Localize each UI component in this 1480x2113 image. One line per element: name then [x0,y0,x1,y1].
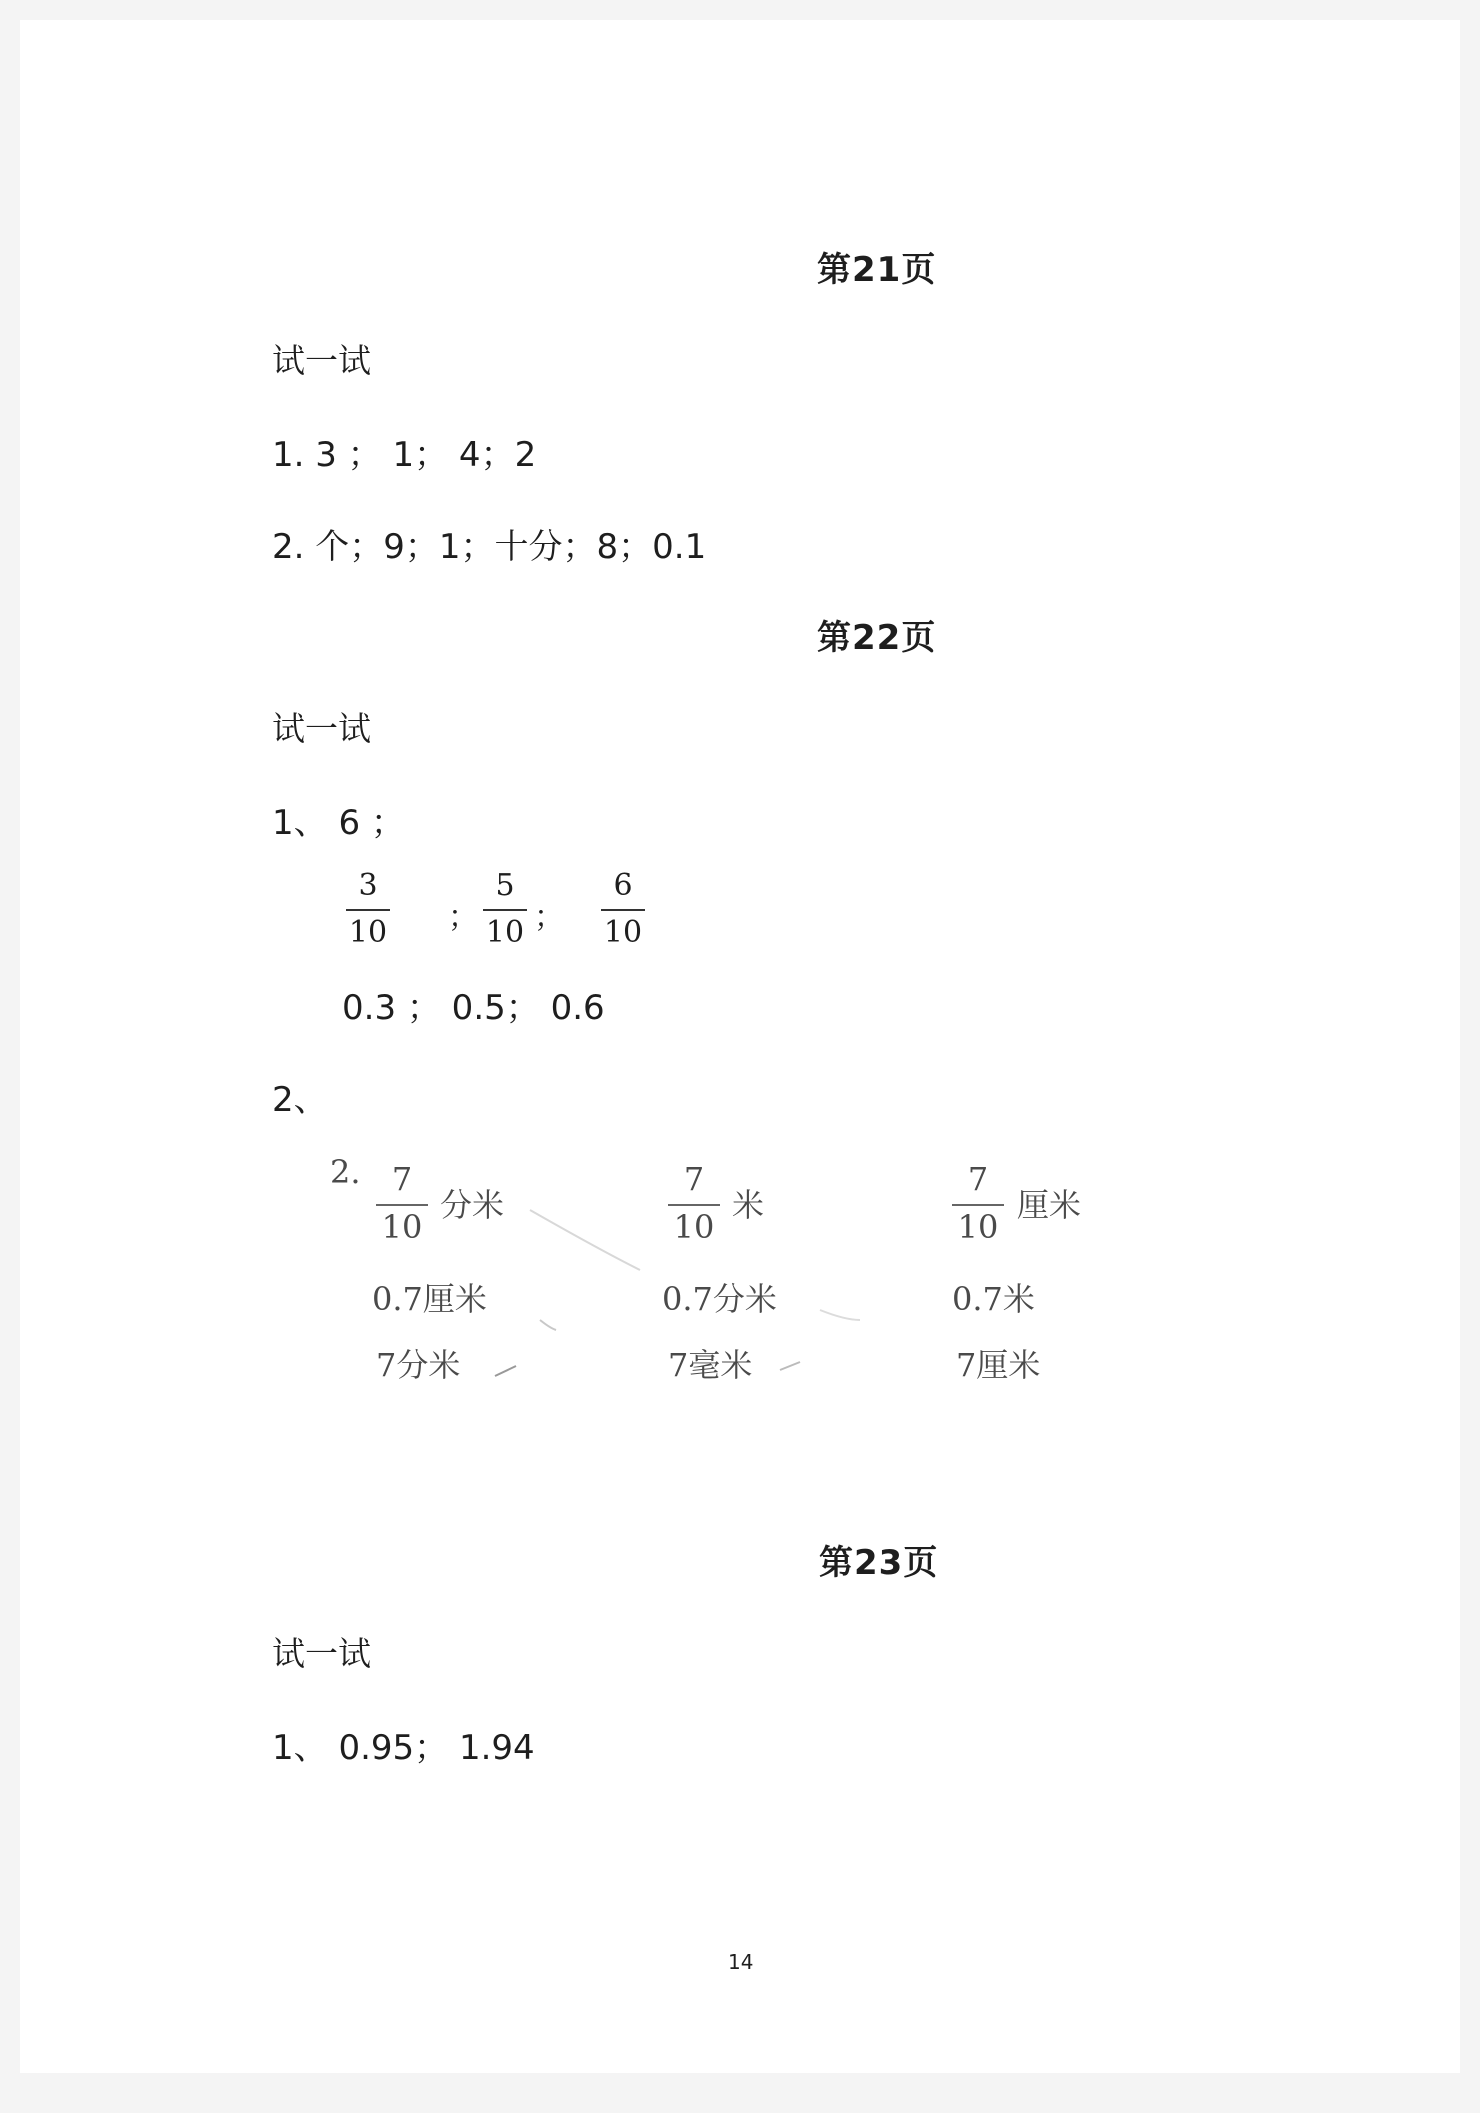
match-stroke [780,1362,800,1370]
denominator: 10 [673,1208,715,1246]
fraction-5-10 [483,868,527,950]
denominator: 10 [603,915,643,950]
separator: ； [448,900,478,935]
unit-label: 米 [732,1186,765,1224]
numerator: 3 [358,868,378,903]
fraction-7-10 [952,1160,1004,1246]
section-title: 试一试 [272,709,371,748]
match-stroke [820,1310,860,1320]
answer-line-2: 2、 [272,1080,328,1120]
denominator: 10 [485,915,525,950]
numerator: 7 [967,1160,989,1198]
figure-number: 2. [330,1153,361,1191]
numerator: 7 [683,1160,705,1198]
denominator: 10 [957,1208,999,1246]
option-item: 7分米 [376,1346,461,1384]
section-title: 试一试 [272,341,371,380]
option-item: 0.7分米 [662,1280,777,1318]
denominator: 10 [381,1208,423,1246]
fraction-bar [952,1204,1004,1206]
denominator: 10 [348,915,388,950]
heading-page-21: 第21页 [817,250,937,290]
fraction-6-10 [601,868,645,950]
answer-line-2: 2. 个；9；1；十分；8；0.1 [272,527,707,567]
heading-page-23: 第23页 [819,1543,939,1583]
option-item: 0.7厘米 [372,1280,487,1318]
option-item: 7厘米 [956,1346,1041,1384]
numerator: 5 [495,868,515,903]
answer-line-1: 1. 3 ； 1； 4；2 [272,435,537,475]
option-item: 7毫米 [668,1346,753,1384]
decimals-line: 0.3 ； 0.5； 0.6 [342,988,605,1028]
unit-label: 分米 [440,1186,505,1224]
section-title: 试一试 [272,1634,371,1673]
option-item: 0.7米 [952,1280,1035,1318]
match-stroke [540,1320,556,1330]
heading-page-22: 第22页 [817,618,937,658]
match-stroke [495,1366,516,1376]
unit-label: 厘米 [1017,1186,1082,1224]
fraction-bar [483,909,527,911]
fraction-bar [601,909,645,911]
numerator: 6 [613,868,633,903]
match-stroke [530,1210,640,1270]
page-number: 14 [728,1950,754,1974]
answer-line-1: 1、 6 ； [272,803,405,843]
document-page [20,20,1460,2073]
separator: ； [534,900,564,935]
numerator: 7 [391,1160,413,1198]
matching-lines [320,1170,880,1410]
fraction-bar [346,909,390,911]
answer-line-1: 1、 0.95； 1.94 [272,1728,535,1768]
fraction-3-10 [346,868,390,950]
